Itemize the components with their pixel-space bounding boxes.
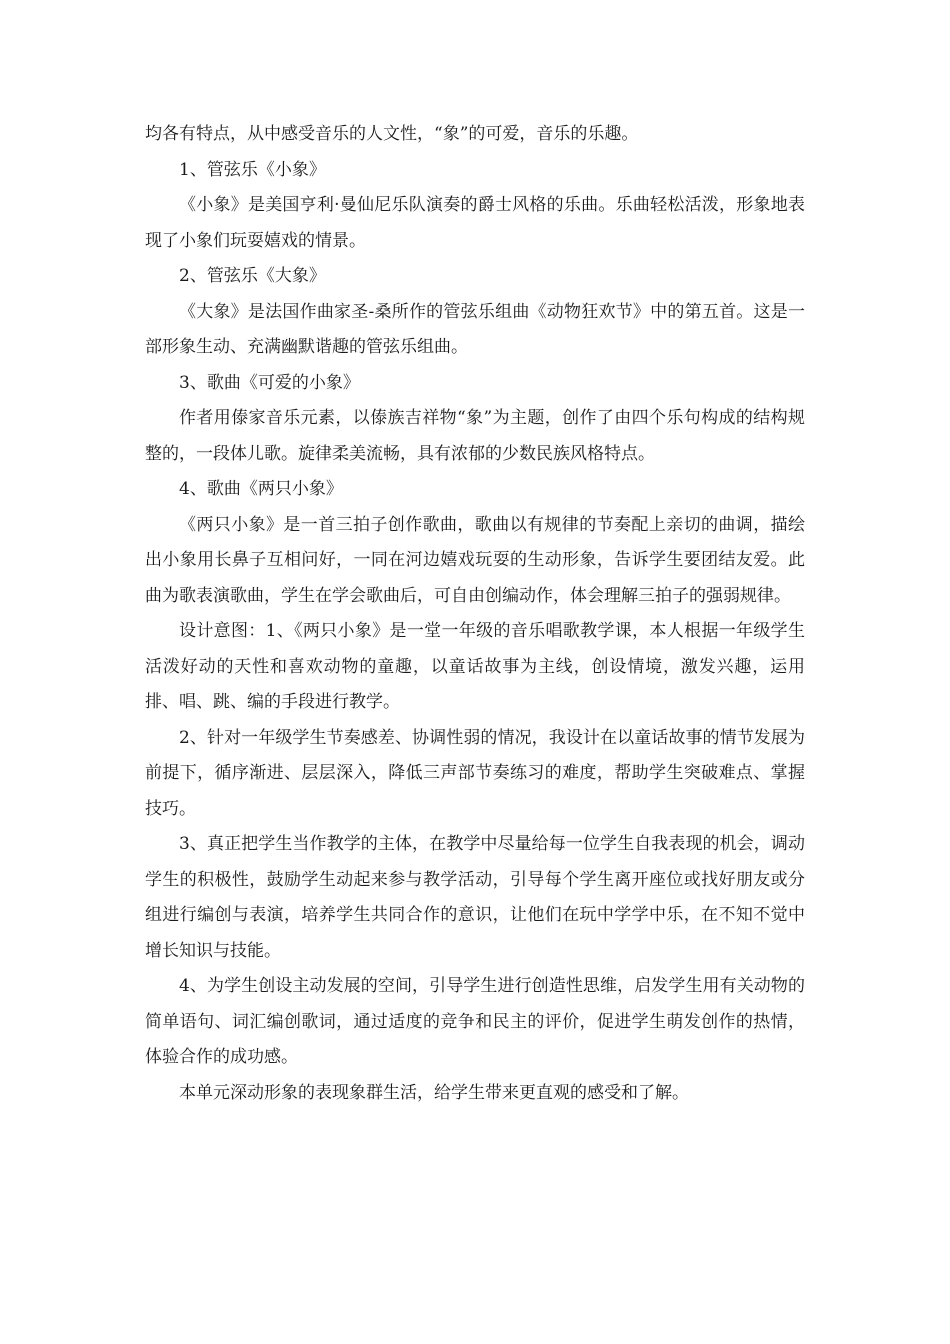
- paragraph-design-intent-3: 3、真正把学生当作教学的主体，在教学中尽量给每一位学生自我表现的机会，调动学生的积极性，鼓励学生动起来参与教学活动，引导每个学生离开座位或找好朋友或分组进行编创与表演，培养学生共同合作的意识，让他们在玩中学学中乐，在不知不觉中增长知识与技能。: [145, 834, 805, 961]
- heading-item-2: 2、管弦乐《大象》: [179, 266, 326, 286]
- paragraph-item-2: 《大象》是法国作曲家圣-桑所作的管弦乐组曲《动物狂欢节》中的第五首。这是一部形象生动、充满幽默谐趣的管弦乐组曲。: [145, 301, 805, 357]
- paragraph-design-intent-1: 设计意图：1、《两只小象》是一堂一年级的音乐唱歌教学课，本人根据一年级学生活泼好动的天性和喜欢动物的童趣，以童话故事为主线，创设情境，激发兴趣，运用排、唱、跳、编的手段进行教学。: [145, 621, 805, 712]
- paragraph-item-4: 《两只小象》是一首三拍子创作歌曲，歌曲以有规律的节奏配上亲切的曲调，描绘出小象用长鼻子互相问好，一同在河边嬉戏玩耍的生动形象，告诉学生要团结友爱。此曲为歌表演歌曲，学生在学会歌曲后，可自由创编动作，体会理解三拍子的强弱规律。: [145, 514, 805, 606]
- heading-item-1: 1、管弦乐《小象》: [179, 159, 326, 180]
- paragraph-conclusion: 本单元深动形象的表现象群生活，给学生带来更直观的感受和了解。: [179, 1082, 689, 1103]
- heading-item-3: 3、歌曲《可爱的小象》: [179, 372, 360, 393]
- paragraph-item-3: 作者用傣家音乐元素，以傣族吉祥物“象”为主题，创作了由四个乐句构成的结构规整的，一段体儿歌。旋律柔美流畅，具有浓郁的少数民族风格特点。: [145, 408, 805, 464]
- heading-item-4: 4、歌曲《两只小象》: [179, 479, 343, 499]
- paragraph-item-1: 《小象》是美国亨利·曼仙尼乐队演奏的爵士风格的乐曲。乐曲轻松活泼，形象地表现了小象们玩耍嬉戏的情景。: [145, 195, 805, 251]
- paragraph-continuation: 均各有特点，从中感受音乐的人文性，“象”的可爱，音乐的乐趣。: [145, 124, 639, 144]
- paragraph-design-intent-4: 4、为学生创设主动发展的空间，引导学生进行创造性思维，启发学生用有关动物的简单语句、词汇编创歌词，通过适度的竞争和民主的评价，促进学生萌发创作的热情，体验合作的成功感。: [145, 976, 805, 1067]
- document-body: [145, 117, 805, 1111]
- paragraph-design-intent-2: 2、针对一年级学生节奏感差、协调性弱的情况，我设计在以童话故事的情节发展为前提下，循序渐进、层层深入，降低三声部节奏练习的难度，帮助学生突破难点、掌握技巧。: [145, 727, 805, 819]
